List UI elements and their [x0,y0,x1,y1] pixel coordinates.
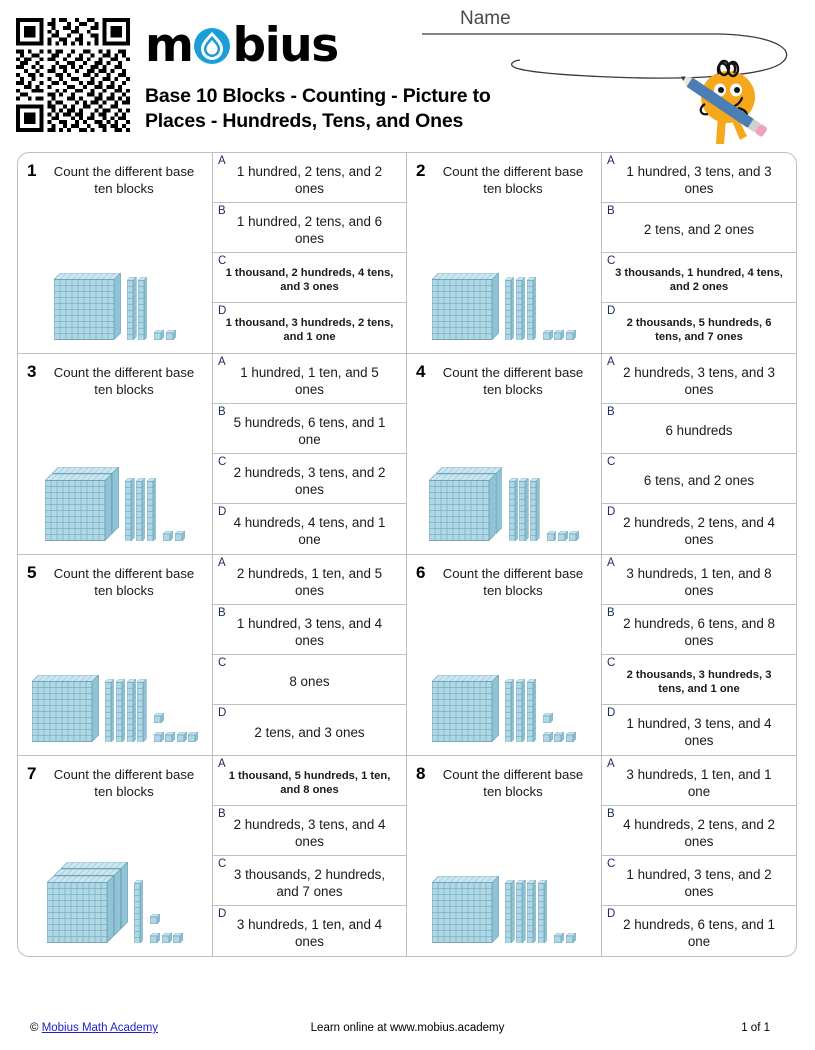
answer-option-D[interactable] [213,705,406,755]
hundreds-flats [432,681,498,747]
answer-text: 3 thousands, 2 hundreds, and 7 ones [233,866,386,899]
answer-letter: A [607,758,615,770]
answer-text: 1 hundred, 2 tens, and 6 ones [236,213,383,246]
tens-rods [105,679,147,747]
answer-letter: C [218,456,227,468]
answer-letter: A [218,155,226,167]
answer-options [602,153,796,353]
answer-letter: B [218,607,226,619]
rod-block [509,478,518,546]
question-text: Count the different base ten blocks [442,164,584,196]
question-prompt-pane [407,354,602,554]
question-cell-8 [407,756,796,956]
answer-letter: B [218,406,226,418]
cube-block [188,729,198,747]
cube-block [566,930,576,948]
answer-letter: C [218,255,227,267]
question-row [18,555,796,756]
answer-option-B[interactable] [213,203,406,253]
tens-rods [134,880,143,948]
question-number: 1 [27,161,37,180]
cube-block [162,930,172,948]
hundreds-flats [47,868,127,948]
answer-letter: B [607,406,615,418]
rod-block [105,679,114,747]
answer-option-C[interactable] [213,253,406,303]
answer-text: 2 hundreds, 3 tens, and 4 ones [233,816,386,849]
answer-option-A[interactable] [602,354,796,404]
answer-text: 1 thousand, 3 hundreds, 2 tens, and 1 one [225,317,394,343]
base-ten-blocks-illustration [18,265,212,345]
answer-option-D[interactable] [602,705,796,755]
answer-letter: C [607,456,616,468]
cube-block [154,327,164,345]
question-prompt-pane [407,555,602,755]
qr-code [16,18,130,132]
question-cell-6 [407,555,796,755]
question-number: 8 [416,764,426,783]
hundreds-flats [429,473,502,546]
answer-text: 2 tens, and 2 ones [643,222,755,237]
answer-letter: A [607,356,615,368]
cube-block [543,710,553,728]
hundreds-flats [45,473,118,546]
answer-letter: A [607,155,615,167]
base-ten-blocks-illustration [18,667,212,747]
question-text: Count the different base ten blocks [53,566,195,598]
name-label: Name [460,8,511,29]
ones-cubes [154,710,198,747]
answer-text: 6 hundreds [665,423,733,438]
rod-block [137,679,146,747]
answer-letter: A [218,758,226,770]
answer-option-C[interactable] [602,655,796,705]
answer-text: 2 hundreds, 6 tens, and 1 one [623,917,775,949]
ones-column [543,710,553,747]
question-number: 4 [416,362,426,381]
base-ten-blocks-illustration [18,466,212,546]
question-row [18,756,796,956]
answer-option-B[interactable] [213,404,406,454]
cube-block [547,528,557,546]
footer-page-number: 1 of 1 [741,1022,770,1034]
rod-block [527,679,536,747]
answer-text: 1 hundred, 3 tens, and 4 ones [236,615,383,648]
answer-text: 1 hundred, 3 tens, and 4 ones [626,716,772,748]
answer-options [213,555,406,755]
answer-text: 1 thousand, 5 hundreds, 1 ten, and 8 ones [228,769,391,796]
answer-text: 2 hundreds, 1 ten, and 5 ones [236,565,383,598]
answer-text: 5 hundreds, 6 tens, and 1 one [233,414,386,447]
answer-option-B[interactable] [602,605,796,655]
answer-text: 2 hundreds, 3 tens, and 3 ones [623,364,775,397]
answer-text: 1 hundred, 3 tens, and 3 ones [626,163,772,196]
answer-option-C[interactable] [602,454,796,504]
cube-block [554,327,564,345]
rod-block [125,478,134,546]
cube-block [150,930,160,948]
answer-text: 2 thousands, 3 hundreds, 3 tens, and 1 one [626,668,772,695]
ones-cubes [154,327,175,345]
rod-block [527,277,536,345]
answer-text: 2 hundreds, 2 tens, and 4 ones [623,515,775,547]
base-ten-blocks-illustration [407,265,601,345]
answer-option-B[interactable] [602,806,796,856]
question-prompt-pane [18,555,213,755]
cube-block [154,710,164,728]
cube-block [554,729,564,747]
answer-option-D[interactable] [602,906,796,956]
answer-text: 3 hundreds, 1 ten, and 8 ones [626,565,772,598]
answer-option-A[interactable] [602,756,796,806]
cube-block [173,930,183,948]
answer-letter: D [607,305,616,317]
rod-block [116,679,125,747]
answer-letter: D [607,908,616,920]
answer-letter: B [607,808,615,820]
answer-option-A[interactable] [602,555,796,605]
answer-option-D[interactable] [213,504,406,554]
cube-block [150,911,160,929]
worksheet-title: Base 10 Blocks - Counting - Picture to Places - Hundreds, Tens, and Ones [145,85,491,132]
cube-block [554,930,564,948]
question-number: 6 [416,563,426,582]
rod-block [527,880,536,948]
cube-block [175,528,185,546]
cube-block [165,729,175,747]
tens-rods [127,277,147,345]
question-cell-4 [407,354,796,554]
cube-block [566,327,576,345]
answer-option-C[interactable] [213,454,406,504]
question-prompt-pane [18,756,213,956]
flat-block [45,474,112,546]
answer-text: 4 hundreds, 4 tens, and 1 one [233,515,386,547]
answer-text: 1 hundred, 3 tens, and 2 ones [626,866,772,899]
flat-block [32,675,99,747]
question-cell-7 [18,756,407,956]
flat-block [47,876,114,948]
base-ten-blocks-illustration [407,466,601,546]
answer-letter: C [607,255,616,267]
question-text: Count the different base ten blocks [442,365,584,397]
answer-text: 3 thousands, 1 hundred, 4 tens, and 2 ones [615,266,783,293]
answer-option-A[interactable] [213,354,406,404]
tens-rods [505,679,536,747]
question-text: Count the different base ten blocks [53,365,195,397]
rod-block [516,880,525,948]
answer-letter: D [607,707,616,719]
cube-block [569,528,579,546]
hundreds-flats [432,279,498,345]
answer-option-C[interactable] [213,655,406,705]
rod-block [516,277,525,345]
answer-letter: D [218,908,227,920]
answer-option-C[interactable] [213,856,406,906]
answer-letter: B [607,607,615,619]
answer-option-B[interactable] [602,404,796,454]
footer-learn-online: Learn online at www.mobius.academy [310,1022,505,1034]
flat-block [432,273,499,345]
answer-letter: B [218,808,226,820]
question-row [18,354,796,555]
answer-options [213,354,406,554]
answer-letter: A [218,356,226,368]
answer-options [602,354,796,554]
answer-option-C[interactable] [602,856,796,906]
question-text: Count the different base ten blocks [53,164,195,196]
answer-letter: B [607,205,615,217]
cube-block [543,327,553,345]
cube-block [566,729,576,747]
rod-block [505,880,514,948]
answer-option-A[interactable] [213,153,406,203]
tens-rods [505,880,547,948]
answer-option-B[interactable] [213,806,406,856]
cube-block [166,327,176,345]
cube-block [558,528,568,546]
ones-column [154,710,164,747]
answer-option-B[interactable] [602,203,796,253]
ones-cubes [150,911,183,948]
rod-block [147,478,156,546]
answer-option-D[interactable] [213,303,406,353]
answer-text: 1 thousand, 2 hundreds, 4 tens, and 3 ones [225,266,394,293]
question-number: 3 [27,362,37,381]
flat-block [432,876,499,948]
ones-cubes [543,710,576,747]
cube-block [177,729,187,747]
cube-block [163,528,173,546]
hundreds-flats [32,681,98,747]
question-cell-1 [18,153,407,353]
ones-cubes [163,528,184,546]
answer-text: 2 thousands, 5 hundreds, 6 tens, and 7 ones [626,317,772,343]
hundreds-flats [432,882,498,948]
answer-option-A[interactable] [213,756,406,806]
answer-text: 3 hundreds, 1 ten, and 1 one [626,766,772,799]
answer-letter: D [218,707,227,719]
question-row [18,153,796,354]
hundreds-flats [54,279,120,345]
answer-text: 2 hundreds, 6 tens, and 8 ones [623,615,775,648]
answer-letter: B [218,205,226,217]
base-ten-blocks-illustration [407,868,601,948]
question-text: Count the different base ten blocks [53,767,195,799]
rod-block [138,277,147,345]
answer-option-A[interactable] [602,153,796,203]
rod-block [538,880,547,948]
rod-block [516,679,525,747]
answer-letter: D [218,305,227,317]
question-cell-3 [18,354,407,554]
tens-rods [505,277,536,345]
question-prompt-pane [407,756,602,956]
rod-block [134,880,143,948]
question-text: Count the different base ten blocks [442,767,584,799]
answer-text: 6 tens, and 2 ones [643,473,755,488]
mobius-o-droplet-icon [193,27,231,65]
copyright-symbol: © [30,1022,39,1034]
answer-options [602,756,796,956]
mobius-math-academy-link[interactable]: Mobius Math Academy [41,1022,159,1034]
answer-text: 2 tens, and 3 ones [254,724,365,740]
rod-block [505,277,514,345]
page-header [0,0,815,150]
rod-block [127,679,136,747]
question-number: 2 [416,161,426,180]
answer-letter: D [218,506,227,518]
tens-rods [509,478,540,546]
answer-letter: C [218,657,227,669]
answer-text: 3 hundreds, 1 ten, and 4 ones [236,917,383,949]
answer-text: 8 ones [289,674,330,689]
answer-option-C[interactable] [602,253,796,303]
answer-letter: C [607,858,616,870]
rod-block [136,478,145,546]
answer-option-A[interactable] [213,555,406,605]
flat-block [54,273,121,345]
answer-options [213,756,406,956]
answer-text: 2 hundreds, 3 tens, and 2 ones [233,464,386,497]
question-number: 7 [27,764,37,783]
question-number: 5 [27,563,37,582]
answer-text: 4 hundreds, 2 tens, and 2 ones [623,816,775,849]
answer-letter: C [218,858,227,870]
answer-letter: A [218,557,226,569]
answer-letter: C [607,657,616,669]
question-text: Count the different base ten blocks [442,566,584,598]
answer-option-D[interactable] [602,303,796,353]
worksheet-grid [17,152,797,957]
question-prompt-pane [18,153,213,353]
page-footer [0,1022,815,1046]
rod-block [519,478,528,546]
question-prompt-pane [18,354,213,554]
answer-text: 1 hundred, 2 tens, and 2 ones [236,163,383,196]
answer-options [213,153,406,353]
flat-block [429,474,496,546]
base-ten-blocks-illustration [407,667,601,747]
base-ten-blocks-illustration [18,868,212,948]
answer-text: 1 hundred, 1 ten, and 5 ones [240,364,379,397]
answer-option-B[interactable] [213,605,406,655]
question-cell-2 [407,153,796,353]
ones-cubes [554,930,575,948]
answer-letter: A [607,557,615,569]
cube-block [154,729,164,747]
answer-option-D[interactable] [602,504,796,554]
rod-block [505,679,514,747]
rod-block [530,478,539,546]
question-prompt-pane [407,153,602,353]
cube-block [543,729,553,747]
ones-cubes [547,528,580,546]
answer-options [602,555,796,755]
answer-letter: D [607,506,616,518]
logo-text-before: m [145,18,193,73]
mascot-character-with-pencil [672,52,777,152]
tens-rods [125,478,156,546]
rod-block [127,277,136,345]
answer-option-D[interactable] [213,906,406,956]
flat-block [432,675,499,747]
ones-cubes [543,327,576,345]
question-cell-5 [18,555,407,755]
ones-column [150,911,160,948]
logo-text-after: bius [232,18,338,73]
